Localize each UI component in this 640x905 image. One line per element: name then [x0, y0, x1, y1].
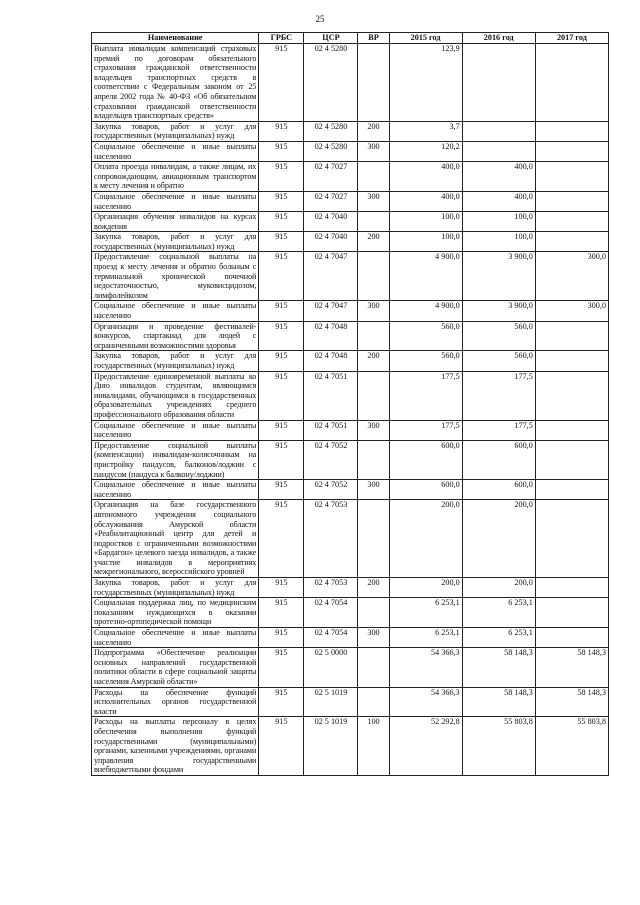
row-amount-2015: 6 253,1 [389, 628, 462, 648]
row-amount-2015: 54 366,3 [389, 687, 462, 717]
row-grbs: 915 [259, 717, 304, 776]
row-amount-2016: 100,0 [462, 212, 535, 232]
row-amount-2017 [535, 420, 608, 440]
table-header-row [92, 33, 609, 44]
row-grbs: 915 [259, 598, 304, 628]
row-grbs: 915 [259, 628, 304, 648]
row-name: Закупка товаров, работ и услуг для государственных (муниципальных) нужд [92, 121, 259, 141]
table-row [92, 598, 609, 628]
row-name: Закупка товаров, работ и услуг для государственных (муниципальных) нужд [92, 578, 259, 598]
row-amount-2016: 600,0 [462, 440, 535, 479]
row-grbs: 915 [259, 420, 304, 440]
row-amount-2016: 100,0 [462, 232, 535, 252]
row-amount-2015: 400,0 [389, 162, 462, 192]
header-name: Наименование [92, 33, 259, 44]
row-csr: 02 4 7040 [304, 232, 358, 252]
row-vr: 200 [358, 232, 389, 252]
row-name: Закупка товаров, работ и услуг для государственных (муниципальных) нужд [92, 351, 259, 371]
row-csr: 02 4 7052 [304, 480, 358, 500]
row-amount-2017: 58 148,3 [535, 648, 608, 687]
row-amount-2017 [535, 440, 608, 479]
row-amount-2015: 120,2 [389, 141, 462, 161]
row-amount-2016 [462, 121, 535, 141]
row-amount-2015: 52 292,8 [389, 717, 462, 776]
row-grbs: 915 [259, 121, 304, 141]
page-number: 25 [315, 14, 325, 24]
table-row [92, 480, 609, 500]
row-vr [358, 321, 389, 351]
row-grbs: 915 [259, 252, 304, 301]
row-amount-2017 [535, 351, 608, 371]
row-csr: 02 5 0000 [304, 648, 358, 687]
row-csr: 02 4 7054 [304, 628, 358, 648]
row-amount-2016: 560,0 [462, 351, 535, 371]
row-amount-2017 [535, 162, 608, 192]
row-csr: 02 5 1019 [304, 717, 358, 776]
row-amount-2016: 200,0 [462, 500, 535, 578]
row-amount-2017 [535, 191, 608, 211]
row-amount-2017 [535, 371, 608, 420]
row-amount-2015: 3,7 [389, 121, 462, 141]
row-vr: 200 [358, 351, 389, 371]
header-csr: ЦСР [304, 33, 358, 44]
header-grbs: ГРБС [259, 33, 304, 44]
row-amount-2015: 560,0 [389, 351, 462, 371]
budget-table [91, 32, 609, 776]
row-name: Организация и проведение фестивалей-конкурсов, спартакиад для людей с ограниченными возможностями здоровья [92, 321, 259, 351]
row-amount-2017 [535, 628, 608, 648]
row-amount-2015: 177,5 [389, 371, 462, 420]
row-amount-2015: 560,0 [389, 321, 462, 351]
row-vr: 300 [358, 628, 389, 648]
row-name: Социальное обеспечение и иные выплаты населению [92, 480, 259, 500]
row-grbs: 915 [259, 301, 304, 321]
row-grbs: 915 [259, 44, 304, 122]
row-amount-2016: 400,0 [462, 162, 535, 192]
table-row [92, 717, 609, 776]
row-grbs: 915 [259, 648, 304, 687]
row-csr: 02 4 5280 [304, 44, 358, 122]
row-amount-2016: 560,0 [462, 321, 535, 351]
row-name: Организация на базе государственного автономного учреждения социального обслуживания Амурской области «Реабилитационный центр для детей и подростков с ограниченными возможностями «Бардагон» целевого заезда инвалидов, а также участие инвалидов в мероприятиях межрегионального, всероссийского уровней [92, 500, 259, 578]
row-csr: 02 4 7053 [304, 500, 358, 578]
row-amount-2015: 123,9 [389, 44, 462, 122]
row-amount-2016: 3 900,0 [462, 252, 535, 301]
row-amount-2016: 177,5 [462, 371, 535, 420]
table-row [92, 121, 609, 141]
row-vr [358, 162, 389, 192]
row-name: Социальное обеспечение и иные выплаты населению [92, 141, 259, 161]
row-csr: 02 4 7048 [304, 321, 358, 351]
row-grbs: 915 [259, 141, 304, 161]
row-amount-2016: 3 900,0 [462, 301, 535, 321]
row-vr: 200 [358, 121, 389, 141]
row-amount-2015: 177,5 [389, 420, 462, 440]
row-csr: 02 4 7047 [304, 301, 358, 321]
row-amount-2017 [535, 480, 608, 500]
table-row [92, 578, 609, 598]
row-amount-2015: 6 253,1 [389, 598, 462, 628]
row-amount-2017 [535, 321, 608, 351]
header-2016: 2016 год [462, 33, 535, 44]
table-row [92, 321, 609, 351]
row-grbs: 915 [259, 687, 304, 717]
row-csr: 02 5 1019 [304, 687, 358, 717]
row-csr: 02 4 7047 [304, 252, 358, 301]
row-name: Подпрограмма «Обеспечение реализации основных направлений государственной политики области в сфере социальной защиты населения Амурской области» [92, 648, 259, 687]
row-amount-2015: 54 366,3 [389, 648, 462, 687]
row-vr [358, 252, 389, 301]
row-amount-2015: 4 900,0 [389, 252, 462, 301]
row-amount-2015: 400,0 [389, 191, 462, 211]
table-row [92, 162, 609, 192]
row-name: Социальное обеспечение и иные выплаты населению [92, 420, 259, 440]
row-amount-2017 [535, 598, 608, 628]
table-row [92, 232, 609, 252]
row-csr: 02 4 7040 [304, 212, 358, 232]
row-csr: 02 4 7052 [304, 440, 358, 479]
row-amount-2017: 300,0 [535, 252, 608, 301]
row-amount-2017: 300,0 [535, 301, 608, 321]
row-name: Расходы на выплаты персоналу в целях обеспечения выполнения функций государственными (муниципальными) органами, казенными учреждениями, органами управления государственными внебюджетными фондами [92, 717, 259, 776]
header-vr: ВР [358, 33, 389, 44]
row-vr: 300 [358, 480, 389, 500]
row-grbs: 915 [259, 578, 304, 598]
row-grbs: 915 [259, 191, 304, 211]
row-grbs: 915 [259, 212, 304, 232]
table-row [92, 440, 609, 479]
row-csr: 02 4 7027 [304, 191, 358, 211]
table-row [92, 141, 609, 161]
row-grbs: 915 [259, 500, 304, 578]
table-row [92, 648, 609, 687]
table-row [92, 371, 609, 420]
row-vr [358, 44, 389, 122]
row-amount-2016: 400,0 [462, 191, 535, 211]
table-row [92, 500, 609, 578]
row-grbs: 915 [259, 351, 304, 371]
row-vr: 200 [358, 578, 389, 598]
row-vr [358, 648, 389, 687]
row-amount-2017 [535, 500, 608, 578]
row-name: Социальное обеспечение и иные выплаты населению [92, 301, 259, 321]
row-csr: 02 4 7051 [304, 420, 358, 440]
row-amount-2016: 6 253,1 [462, 628, 535, 648]
row-amount-2017 [535, 578, 608, 598]
row-grbs: 915 [259, 440, 304, 479]
table-row [92, 252, 609, 301]
row-amount-2016: 58 148,3 [462, 687, 535, 717]
row-vr: 300 [358, 191, 389, 211]
row-amount-2015: 4 900,0 [389, 301, 462, 321]
row-name: Социальное обеспечение и иные выплаты населению [92, 191, 259, 211]
table-row [92, 44, 609, 122]
row-vr [358, 212, 389, 232]
row-csr: 02 4 7048 [304, 351, 358, 371]
row-vr [358, 371, 389, 420]
row-grbs: 915 [259, 480, 304, 500]
row-amount-2016: 200,0 [462, 578, 535, 598]
row-vr: 300 [358, 420, 389, 440]
row-amount-2016: 6 253,1 [462, 598, 535, 628]
row-name: Оплата проезда инвалидам, а также лицам, их сопровождающим, авиационным транспортом к месту лечения и обратно [92, 162, 259, 192]
row-vr: 300 [358, 301, 389, 321]
row-vr [358, 687, 389, 717]
row-name: Предоставление социальной выплаты на проезд к месту лечения и обратно больным с терминальной хронической почечной недостаточностью, муковисцидозом, лимфолейкозом [92, 252, 259, 301]
row-amount-2015: 600,0 [389, 480, 462, 500]
row-vr [358, 440, 389, 479]
row-grbs: 915 [259, 162, 304, 192]
row-grbs: 915 [259, 371, 304, 420]
table-row [92, 301, 609, 321]
row-name: Расходы на обеспечение функций исполнительных органов государственной власти [92, 687, 259, 717]
table-row [92, 212, 609, 232]
row-csr: 02 4 5280 [304, 121, 358, 141]
row-amount-2016: 177,5 [462, 420, 535, 440]
row-amount-2015: 100,0 [389, 232, 462, 252]
row-amount-2017 [535, 141, 608, 161]
row-name: Социальное обеспечение и иные выплаты населению [92, 628, 259, 648]
row-name: Социальная поддержка лиц, по медицинским показаниям нуждающихся в оказании протезно-ортопедической помощи [92, 598, 259, 628]
row-amount-2016 [462, 44, 535, 122]
row-grbs: 915 [259, 321, 304, 351]
row-amount-2015: 600,0 [389, 440, 462, 479]
table-row [92, 351, 609, 371]
row-name: Предоставление социальной выплаты (компенсации) инвалидам-колясочникам на пристройку пандусов, балконов/лоджии с пандусом (пандуса к балкону/лоджии) [92, 440, 259, 479]
row-amount-2017 [535, 212, 608, 232]
row-name: Закупка товаров, работ и услуг для государственных (муниципальных) нужд [92, 232, 259, 252]
row-name: Выплата инвалидам компенсаций страховых премий по договорам обязательного страхования гражданской ответственности владельцев транспортных средств в соответствии с Федеральным законом от 25 апреля 2002 года № 40-ФЗ «Об обязательном страховании гражданской ответственности владельцев транспортных средств» [92, 44, 259, 122]
row-csr: 02 4 7054 [304, 598, 358, 628]
row-amount-2016: 55 803,8 [462, 717, 535, 776]
row-grbs: 915 [259, 232, 304, 252]
row-amount-2017 [535, 121, 608, 141]
row-amount-2017 [535, 44, 608, 122]
row-csr: 02 4 5280 [304, 141, 358, 161]
row-amount-2015: 200,0 [389, 500, 462, 578]
row-csr: 02 4 7027 [304, 162, 358, 192]
row-name: Организация обучения инвалидов на курсах вождения [92, 212, 259, 232]
row-name: Предоставление единовременной выплаты ко Дню инвалидов студентам, являющимся инвалидами, обучающимся в государственных образовательных учреждениях среднего профессионального образования области [92, 371, 259, 420]
row-amount-2016: 58 148,3 [462, 648, 535, 687]
row-amount-2015: 200,0 [389, 578, 462, 598]
row-amount-2017 [535, 232, 608, 252]
row-amount-2015: 100,0 [389, 212, 462, 232]
row-amount-2017: 58 148,3 [535, 687, 608, 717]
row-amount-2016 [462, 141, 535, 161]
row-vr: 100 [358, 717, 389, 776]
header-2015: 2015 год [389, 33, 462, 44]
row-amount-2016: 600,0 [462, 480, 535, 500]
row-vr: 300 [358, 141, 389, 161]
header-2017: 2017 год [535, 33, 608, 44]
row-vr [358, 598, 389, 628]
table-row [92, 420, 609, 440]
row-vr [358, 500, 389, 578]
table-row [92, 687, 609, 717]
row-csr: 02 4 7051 [304, 371, 358, 420]
row-amount-2017: 55 803,8 [535, 717, 608, 776]
row-csr: 02 4 7053 [304, 578, 358, 598]
table-row [92, 628, 609, 648]
table-row [92, 191, 609, 211]
